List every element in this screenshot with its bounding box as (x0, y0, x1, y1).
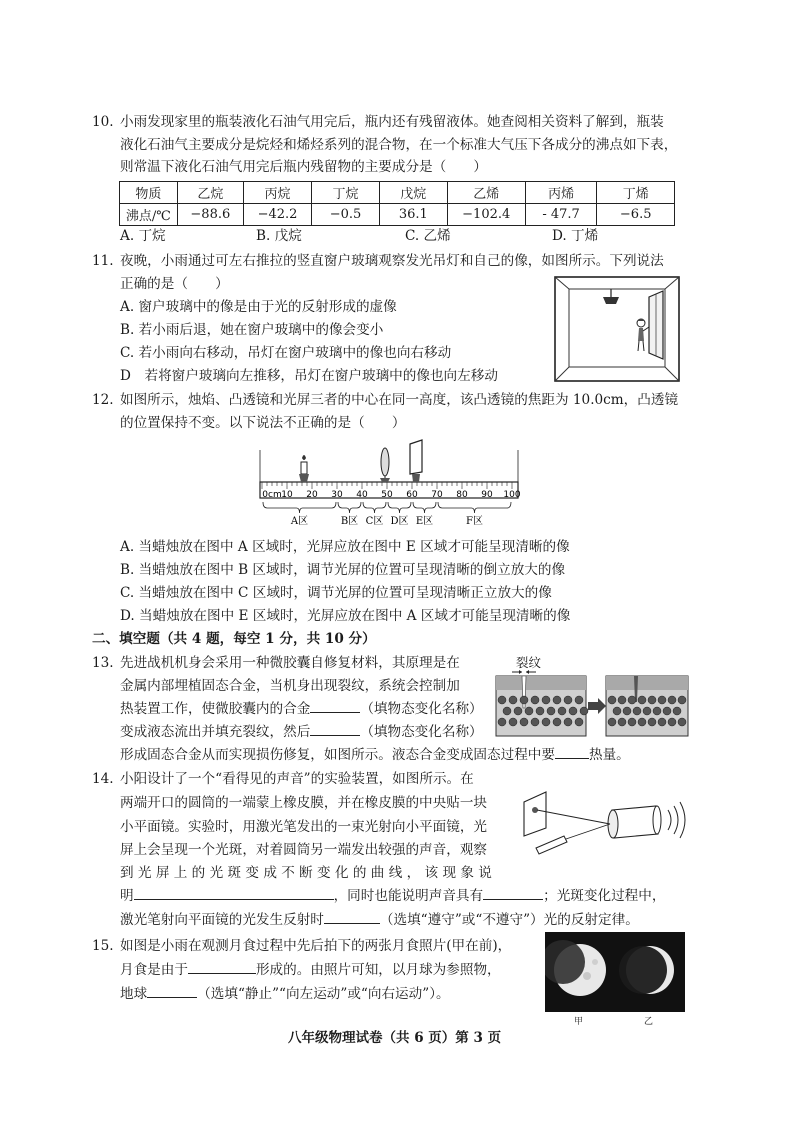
zone-bracket (338, 502, 361, 513)
q14-line-6 (120, 887, 665, 905)
table-cell: 物质 (120, 182, 178, 204)
microcapsule (531, 718, 539, 726)
q15-blank-2[interactable] (147, 985, 197, 998)
q15-line-2-end: 形成的。由照片可知，以月球为参照物， (255, 962, 501, 978)
microcapsule (628, 718, 636, 726)
q13-number: 13. (92, 655, 114, 671)
moon-photo-jia (545, 932, 615, 1012)
microcapsule (648, 696, 656, 704)
zone-bracket (438, 502, 511, 513)
window-glass-icon (649, 291, 663, 359)
microcapsule (618, 718, 626, 726)
section-heading-fill-blank: 二、填空题（共 4 题，每空 1 分，共 10 分） (92, 631, 376, 647)
microcapsule (658, 696, 666, 704)
microcapsule (658, 718, 666, 726)
microcapsule (503, 707, 511, 715)
q14-line-1: 小阳设计了一个“看得见的声音”的实验装置，如图所示。在 (120, 771, 474, 787)
q13-line-3 (120, 700, 483, 718)
q13-blank-3[interactable] (555, 746, 589, 759)
microcapsule (668, 696, 676, 704)
microcapsule (575, 696, 583, 704)
q15-line-2 (120, 961, 501, 979)
q13-line-2: 金属内部埋植固态合金，当机身出现裂纹，系统会控制加 (120, 678, 460, 694)
arrow-right-icon (588, 698, 606, 714)
moon-photo-yi (615, 932, 685, 1012)
q10-number: 10. (92, 114, 114, 130)
q13-line-1: 先进战机机身会采用一种微胶囊自修复材料，其原理是在 (120, 655, 460, 671)
microcapsule (547, 707, 555, 715)
zone-bracket (363, 502, 386, 513)
zone-label: B区 (340, 516, 359, 527)
ruler-tick-label: 70 (431, 490, 443, 500)
q12-option-c: C. 当蜡烛放在图中 C 区域时，调节光屏的位置可呈现清晰正立放大的像 (120, 585, 552, 601)
zone-label: D区 (390, 516, 409, 527)
microcapsule (531, 696, 539, 704)
q13-line-5 (120, 746, 630, 764)
metal-block-repaired (606, 676, 688, 736)
boiling-point-table (119, 181, 675, 226)
cylinder-tube-icon (608, 806, 661, 838)
ruler-tick-label: 40 (356, 490, 368, 500)
microcapsule (663, 707, 671, 715)
microcapsule (498, 718, 506, 726)
microcapsule (678, 718, 686, 726)
table-cell: 丙烯 (525, 182, 597, 204)
microcapsule (520, 696, 528, 704)
microcapsule (623, 707, 631, 715)
microcapsule (618, 696, 626, 704)
ruler-tick-label: 80 (456, 490, 468, 500)
table-header-row (120, 182, 675, 204)
table-cell: - 47.7 (525, 204, 597, 226)
microcapsule (509, 718, 517, 726)
table-cell: −102.4 (447, 204, 525, 226)
microcapsule (542, 718, 550, 726)
microcapsule (498, 696, 506, 704)
microcapsule (542, 696, 550, 704)
microcapsule (678, 696, 686, 704)
q15-line-2-start: 月食是由于 (120, 962, 188, 978)
photo-label-yi: 乙 (644, 1017, 654, 1027)
q12-option-b: B. 当蜡烛放在图中 B 区域时，调节光屏的位置可呈现清晰的倒立放大的像 (120, 562, 566, 578)
q15-line-3 (120, 985, 450, 1003)
q10-stem-line-3: 则常温下液化石油气用完后瓶内残留物的主要成分是（ ） (120, 159, 488, 175)
self-repair-material-figure (494, 668, 690, 744)
table-cell: 丁烷 (312, 182, 380, 204)
q14-line-7-end: （选填“遵守”或“不遵守”）光的反射定律。 (379, 912, 639, 928)
table-cell: 乙烷 (177, 182, 243, 204)
zone-label: E区 (415, 516, 434, 527)
sound-wave-icon (668, 802, 685, 838)
metal-block-cracked (496, 670, 586, 736)
microcapsule (638, 696, 646, 704)
microcapsule (569, 707, 577, 715)
microcapsule (575, 718, 583, 726)
microcapsule (514, 707, 522, 715)
zone-label: C区 (365, 516, 384, 527)
eclipse-moon-icon (545, 932, 615, 1012)
light-screen-icon (524, 792, 546, 836)
q11-option-d: D 若将窗户玻璃向左推移，吊灯在窗户玻璃中的像也向左移动 (120, 368, 498, 384)
crack-label: 裂纹 (516, 655, 542, 670)
q12-stem-line-2: 的位置保持不变。以下说法不正确的是（ ） (120, 415, 406, 431)
visible-sound-apparatus-figure (520, 788, 690, 864)
zone-brackets (263, 502, 511, 527)
ruler-tick-label: 30 (331, 490, 343, 500)
microcapsule (653, 707, 661, 715)
laser-pen-icon (536, 836, 567, 854)
q15-line-3-start: 地球 (120, 986, 148, 1002)
microcapsule (628, 696, 636, 704)
q11-stem-line-1: 夜晚，小雨通过可左右推拉的竖直窗户玻璃观察发光吊灯和自己的像，如图所示。下列说法 (120, 253, 664, 269)
zone-label: F区 (466, 516, 483, 527)
q14-blank-3[interactable] (324, 911, 380, 924)
q11-option-c: C. 若小雨向右移动，吊灯在窗户玻璃中的像也向右移动 (120, 345, 452, 361)
microcapsule (564, 718, 572, 726)
table-cell: −0.5 (312, 204, 380, 226)
q15-line-3-end: （选填“静止”“向左运动”或“向右运动”）。 (197, 986, 450, 1002)
table-cell: 丁烯 (597, 182, 675, 204)
q14-line-6-end: ；光斑变化过程中， (543, 888, 666, 904)
optical-bench-figure (256, 436, 524, 532)
q14-line-3: 小平面镜。实验时，用激光笔发出的一束光射向小平面镜，光 (120, 819, 488, 835)
q10-option-b: B. 戊烷 (256, 228, 302, 244)
q14-line-7-start: 激光笔射向平面镜的光发生反射时 (120, 912, 324, 928)
table-cell: −6.5 (597, 204, 675, 226)
table-cell: 乙烯 (447, 182, 525, 204)
table-cell: −88.6 (177, 204, 243, 226)
q11-option-b: B. 若小雨后退，她在窗户玻璃中的像会变小 (120, 322, 384, 338)
q12-number: 12. (92, 392, 114, 408)
q13-line-3-hint: （填物态变化名称） (360, 701, 483, 717)
microcapsule (633, 707, 641, 715)
ruler-tick-label: 60 (406, 490, 418, 500)
microcapsule (673, 707, 681, 715)
ruler-tick-label: 0cm (262, 490, 282, 500)
q10-stem-line-1: 小雨发现家里的瓶装液化石油气用完后，瓶内还有残留液体。她查阅相关资料了解到，瓶装 (120, 114, 664, 130)
candle-icon (299, 455, 309, 482)
zone-label: A区 (290, 516, 309, 527)
microcapsule (580, 707, 588, 715)
microcapsule (564, 696, 572, 704)
microcapsule (553, 718, 561, 726)
q11-option-a: A. 窗户玻璃中的像是由于光的反射形成的虚像 (120, 299, 397, 315)
microcapsule (613, 707, 621, 715)
q15-number: 15. (92, 938, 114, 954)
q13-blank-2[interactable] (310, 723, 360, 736)
ruler-tick-label: 100 (503, 490, 521, 500)
q11-number: 11. (92, 253, 114, 269)
table-cell: 丙烷 (243, 182, 311, 204)
q14-line-4: 屏上会呈现一个光斑，对着圆筒另一端发出较强的声音，观察 (120, 842, 488, 858)
q14-line-6-start: 明 (120, 888, 134, 904)
q13-line-4 (120, 723, 483, 741)
table-cell: 36.1 (379, 204, 447, 226)
q14-line-2: 两端开口的圆筒的一端蒙上橡皮膜，并在橡皮膜的中央贴一块 (120, 795, 488, 811)
q13-line-5-end: 热量。 (589, 747, 630, 763)
microcapsules (498, 696, 686, 726)
ruler-tick-label: 20 (306, 490, 318, 500)
zone-bracket (263, 502, 336, 513)
microcapsule (608, 696, 616, 704)
q13-line-4-text: 变成液态流出并填充裂纹，然后 (120, 724, 311, 740)
light-screen-icon (410, 440, 422, 482)
q12-stem-line-1: 如图所示，烛焰、凸透镜和光屏三者的中心在同一高度，该凸透镜的焦距为 10.0cm，凸透镜 (120, 392, 679, 408)
zone-bracket (388, 502, 411, 513)
q13-line-3-text: 热装置工作，使微胶囊内的合金 (120, 701, 311, 717)
q10-option-d: D. 丁烯 (552, 228, 599, 244)
room-window-figure (553, 275, 683, 385)
q14-line-7 (120, 911, 639, 929)
q13-line-5-text: 形成固态合金从而实现损伤修复，如图所示。液态合金变成固态过程中要 (120, 747, 555, 763)
q10-option-a: A. 丁烷 (120, 228, 166, 244)
q14-line-5: 到 光 屏 上 的 光 斑 变 成 不 断 变 化 的 曲 线 ， 该 现 象 说 (120, 865, 492, 881)
q13-line-4-hint: （填物态变化名称） (360, 724, 483, 740)
q14-blank-1[interactable] (134, 887, 334, 900)
zone-bracket (413, 502, 436, 513)
microcapsule (520, 718, 528, 726)
microcapsule (643, 707, 651, 715)
q11-stem-line-2: 正确的是（ ） (120, 276, 229, 292)
q12-option-a: A. 当蜡烛放在图中 A 区域时，光屏应放在图中 E 区域才可能呈现清晰的像 (120, 539, 570, 555)
page-footer: 八年级物理试卷（共 6 页）第 3 页 (288, 1030, 502, 1046)
microcapsule (608, 718, 616, 726)
q14-line-6-mid: ，同时也能说明声音具有 (333, 888, 484, 904)
q12-option-d: D. 当蜡烛放在图中 E 区域时，光屏应放在图中 A 区域才可能呈现清晰的像 (120, 608, 571, 624)
q15-line-1: 如图是小雨在观测月食过程中先后拍下的两张月食照片(甲在前)， (120, 938, 512, 954)
q10-stem-line-2: 液化石油气主要成分是烷烃和烯烃系列的混合物，在一个标准大气压下各成分的沸点如下表， (120, 137, 678, 153)
table-row (120, 204, 675, 226)
ruler-tick-label: 10 (281, 490, 293, 500)
microcapsule (525, 707, 533, 715)
ruler-tick-label: 90 (481, 490, 493, 500)
microcapsule (509, 696, 517, 704)
q10-option-c: C. 乙烯 (405, 228, 451, 244)
microcapsule (536, 707, 544, 715)
q13-blank-1[interactable] (310, 700, 360, 713)
table-cell: 戊烷 (379, 182, 447, 204)
table-cell: 沸点/℃ (120, 204, 178, 226)
q14-blank-2[interactable] (483, 887, 543, 900)
q15-blank-1[interactable] (188, 961, 256, 974)
microcapsule (648, 718, 656, 726)
microcapsule (638, 718, 646, 726)
microcapsule (558, 707, 566, 715)
microcapsule (668, 718, 676, 726)
eclipse-moon-icon (615, 932, 685, 1012)
q14-number: 14. (92, 771, 114, 787)
ruler-tick-label: 50 (381, 490, 393, 500)
microcapsule (553, 696, 561, 704)
convex-lens-icon (380, 448, 390, 482)
photo-label-jia: 甲 (574, 1017, 584, 1027)
table-cell: −42.2 (243, 204, 311, 226)
